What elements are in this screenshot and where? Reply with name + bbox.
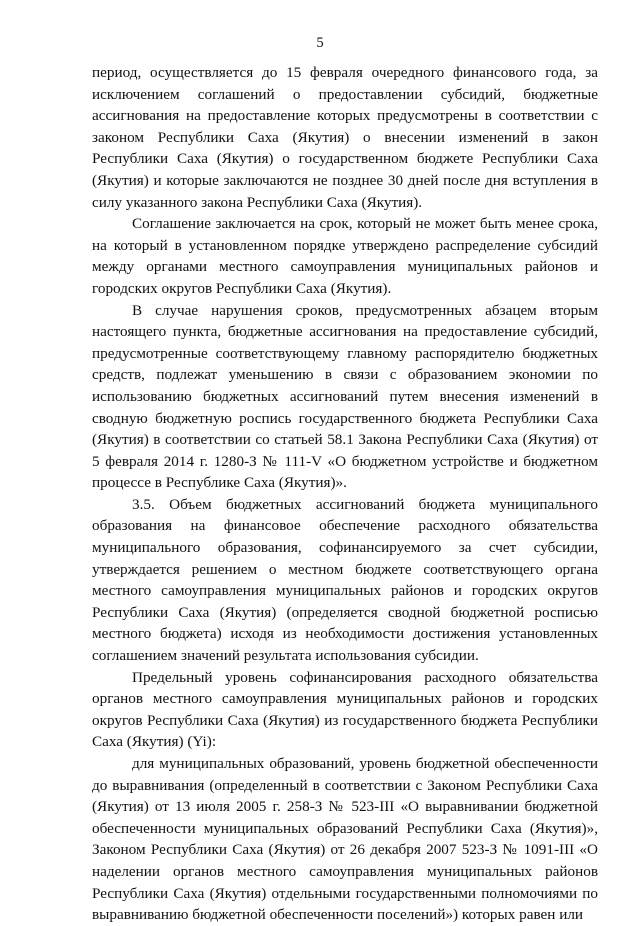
paragraph-2: Соглашение заключается на срок, который не может быть менее срока, на который в установленном порядке утверждено распределение субсидий между органами местного самоуправления муниципальных районов и городских округов Республики Саха (Якутия). xyxy=(92,215,598,297)
paragraph-5: Предельный уровень софинансирования расходного обязательства органов местного самоуправления муниципальных районов и городских округов Республики Саха (Якутия) из государственного бюджета Республики Саха (Якутия) (Yi): xyxy=(92,668,598,751)
document-body xyxy=(92,62,598,926)
paragraph-3: В случае нарушения сроков, предусмотренных абзацем вторым настоящего пункта, бюджетные ассигнования на предоставление субсидий, предусмотренные соответствующему главному распорядителю бюджетных средств, подлежат уменьшению в связи с образованием экономии по использованию бюджетных ассигнований путем внесения изменений в сводную бюджетную роспись государственного бюджета Республики Саха (Якутия) в соответствии со статьей 58.1 Закона Республики Саха (Якутия) от 5 февраля 2014 г. 1280-З № 111-V «О бюджетном устройстве и бюджетном процессе в Республике Саха (Якутия)». xyxy=(92,301,598,492)
paragraph-6: для муниципальных образований, уровень бюджетной обеспеченности до выравнивания (определенный в соответствии с Законом Республики Саха (Якутия) от 13 июля 2005 г. 258-З № 523-III «О выравнивании бюджетной обеспеченности муниципальных образований Республики Саха (Якутия)», Законом Республики Саха (Якутия) от 26 декабря 2007 523-З № 1091-III «О наделении органов местного самоуправления муниципальных районов Республики Саха (Якутия) отдельными государственными полномочиями по выравниванию бюджетной обеспеченности поселений») которых равен или xyxy=(92,755,598,924)
paragraph-1: период, осуществляется до 15 февраля очередного финансового года, за исключением соглашений о предоставлении субсидий, бюджетные ассигнования на предоставление которых предусмотрены в соответствии с законом Республики Саха (Якутия) о внесении изменений в закон Республики Саха (Якутия) о государственном бюджете Республики Саха (Якутия) и которые заключаются не позднее 30 дней после дня вступления в силу указанного закона Республики Саха (Якутия). xyxy=(92,64,598,211)
page-number: 5 xyxy=(316,35,324,51)
paragraph-4: 3.5. Объем бюджетных ассигнований бюджета муниципального образования на финансовое обеспечение расходного обязательства муниципального образования, софинансируемого за счет субсидии, утверждается решением о местном бюджете соответствующего органа местного самоуправления муниципальных районов и городских округов Республики Саха (Якутия) (определяется сводной бюджетной росписью местного бюджета) исходя из необходимости достижения установленных соглашением значений результата использования субсидии. xyxy=(92,495,598,665)
